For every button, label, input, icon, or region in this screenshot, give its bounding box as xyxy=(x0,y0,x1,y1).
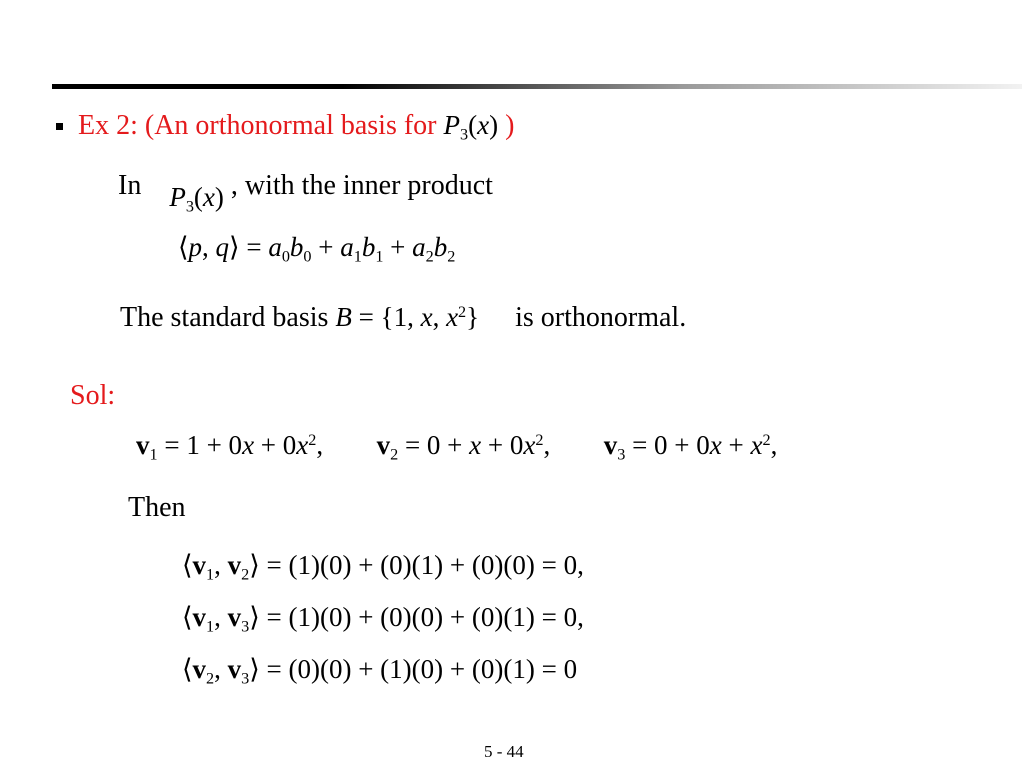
basis-set-math: B = {1, x, $x^2$} xyxy=(335,302,480,332)
page-number: 5 - 44 xyxy=(484,742,524,761)
intro-prefix: In xyxy=(118,170,142,201)
intro-space-math: $P_3(x)$ xyxy=(169,182,224,216)
intro-line xyxy=(118,170,493,216)
basis-suffix: is orthonormal. xyxy=(515,302,687,333)
bullet-square-icon xyxy=(56,123,63,130)
vector-v1: $v_1 = 1 + 0x + 0x^2$, xyxy=(136,430,324,464)
solution-label: Sol: xyxy=(70,380,116,411)
example-title-close: ) xyxy=(505,110,515,141)
example-title-text: (An orthonormal basis for xyxy=(144,110,437,141)
basis-line xyxy=(120,302,686,334)
vectors-line xyxy=(136,430,778,464)
intro-suffix: , with the inner product xyxy=(230,170,493,201)
vector-v3: $v_3 = 0 + 0x + x^2$, xyxy=(603,430,778,464)
example-title-math: $P_3(x)$ xyxy=(443,110,499,144)
title-divider-rule xyxy=(52,84,1022,89)
example-heading xyxy=(78,110,514,142)
vector-v2: $v_2 = 0 + x + 0x^2$, xyxy=(376,430,551,464)
inner-product-formula: ⟨p, q⟩ = $a_0b_0 + a_1b_1 + a_2b_2$ xyxy=(178,232,456,266)
basis-prefix: The standard basis xyxy=(120,302,329,333)
product-v1-v3: $⟨v_1$, $v_3⟩ = (1)(0) + (0)(0) + (0)(1) = 0$, xyxy=(182,602,584,636)
example-label: Ex 2: xyxy=(78,110,138,141)
product-v1-v2: $⟨v_1$, $v_2⟩ = (1)(0) + (0)(1) + (0)(0) = 0$, xyxy=(182,550,584,584)
then-label: Then xyxy=(128,492,186,523)
product-v2-v3: $⟨v_2$, $v_3⟩ = (0)(0) + (1)(0) + (0)(1) = 0$ xyxy=(182,654,578,688)
